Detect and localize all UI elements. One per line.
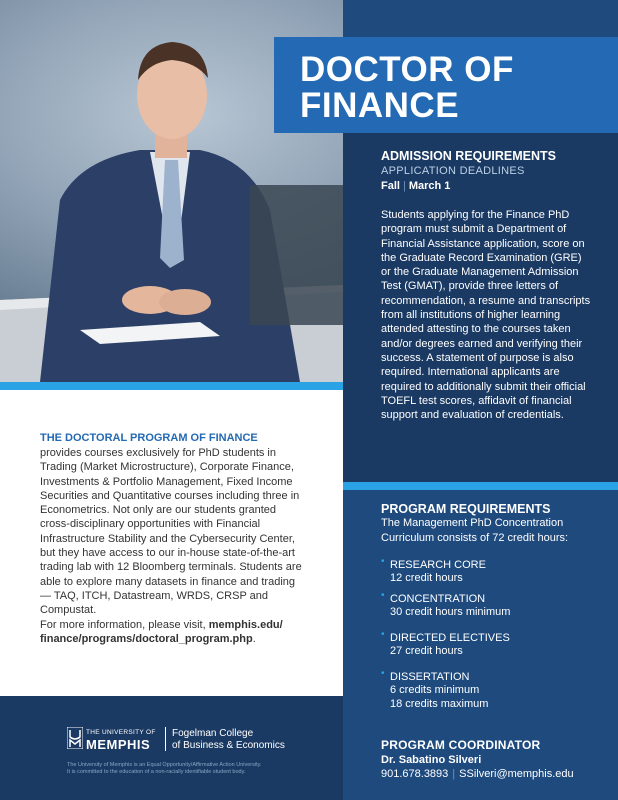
requirement-name: RESEARCH CORE [390, 559, 486, 571]
more-info-link[interactable]: memphis.edu/ finance/programs/doctoral_program.php [40, 619, 283, 646]
college-line-1: Fogelman College [172, 728, 254, 739]
coordinator-name: Dr. Sabatino Silveri [381, 754, 482, 766]
requirement-detail: 12 credit hours [390, 572, 463, 584]
requirement-name: DIRECTED ELECTIVES [390, 632, 510, 644]
deadline-day: March 1 [408, 180, 451, 192]
coordinator-email[interactable]: SSilveri@memphis.edu [459, 768, 574, 780]
logo-college [172, 728, 285, 752]
logo-memphis: MEMPHIS [86, 737, 151, 752]
bullet-icon: • [381, 590, 385, 601]
more-info-prefix: For more information, please visit, [40, 619, 209, 631]
deadlines-subheading: APPLICATION DEADLINES [381, 165, 525, 177]
program-intro: The Management PhD Concentration Curriculum consists of 72 credit hours: [381, 517, 569, 544]
requirement-name: CONCENTRATION [390, 593, 486, 605]
requirement-detail: 6 credits minimum [390, 684, 480, 696]
requirement-item [381, 592, 601, 620]
um-logo-icon [67, 727, 83, 749]
more-info-suffix: . [252, 633, 256, 646]
logo-divider [165, 727, 166, 751]
requirement-detail: 30 credit hours minimum [390, 606, 511, 618]
eeo-line-2: It is committed to the education of a non-racially identifiable student body. [67, 769, 246, 775]
requirement-item [381, 631, 601, 659]
coordinator-contact: 901.678.3893 | SSilveri@memphis.edu [381, 768, 574, 780]
coordinator-phone: 901.678.3893 [381, 768, 449, 780]
logo-university-line: THE UNIVERSITY OF [86, 729, 156, 736]
deadline-date: Fall | March 1 [381, 180, 451, 192]
requirement-item [381, 558, 601, 586]
eeo-line-1: The University of Memphis is an Equal Opportunity/Affirmative Action University. [67, 762, 262, 768]
requirement-name: DISSERTATION [390, 671, 470, 683]
doctoral-body: provides courses exclusively for PhD students in Trading (Market Microstructure), Corporate Finance, Investments & Portfolio Management, Fixed Income Securities and Quantitative courses including three in Econometrics. Not only are our students granted cross-disciplinary opportunities with Financial Infrastructure Stability and the Cybersecurity Center, but they have access to our in-house state-of-the-art trading lab with 12 Bloomberg terminals. Students are able to explore many datasets in finance and trading — TAQ, ITCH, Datastream, WRDS, CRSP and Compustat. [40, 447, 302, 617]
requirement-detail: 18 credits maximum [390, 697, 489, 710]
requirement-item [381, 670, 601, 711]
program-heading: PROGRAM REQUIREMENTS [381, 502, 551, 516]
accent-strip-left [0, 382, 343, 390]
page-title: DOCTOR OF FINANCE [300, 50, 514, 125]
requirement-detail: 27 credit hours [390, 645, 463, 657]
more-info [40, 618, 302, 647]
bullet-icon: • [381, 629, 385, 640]
accent-strip-right [343, 482, 618, 490]
eeo-statement [67, 762, 307, 776]
deadline-term: Fall [381, 180, 400, 192]
bullet-icon: • [381, 668, 385, 679]
coordinator-heading: PROGRAM COORDINATOR [381, 738, 541, 752]
bullet-icon: • [381, 556, 385, 567]
admission-body: Students applying for the Finance PhD program must submit a Department of Financial Assistance application, score on the Graduate Record Examination (GRE) or the Graduate Management Admission Test (GMAT), provide three letters of recommendation, a resume and transcripts from all institutions of higher learning attended attesting to the courses taken and/or degrees earned and verifying their success. A statement of purpose is also required. International applicants are required to additionally submit their official TOEFL test scores, affidavit of financial support and evaluation of credentials. [381, 209, 591, 422]
doctoral-heading: THE DOCTORAL PROGRAM OF FINANCE [40, 432, 258, 444]
admission-heading: ADMISSION REQUIREMENTS [381, 149, 557, 163]
college-line-2: of Business & Economics [172, 740, 285, 751]
